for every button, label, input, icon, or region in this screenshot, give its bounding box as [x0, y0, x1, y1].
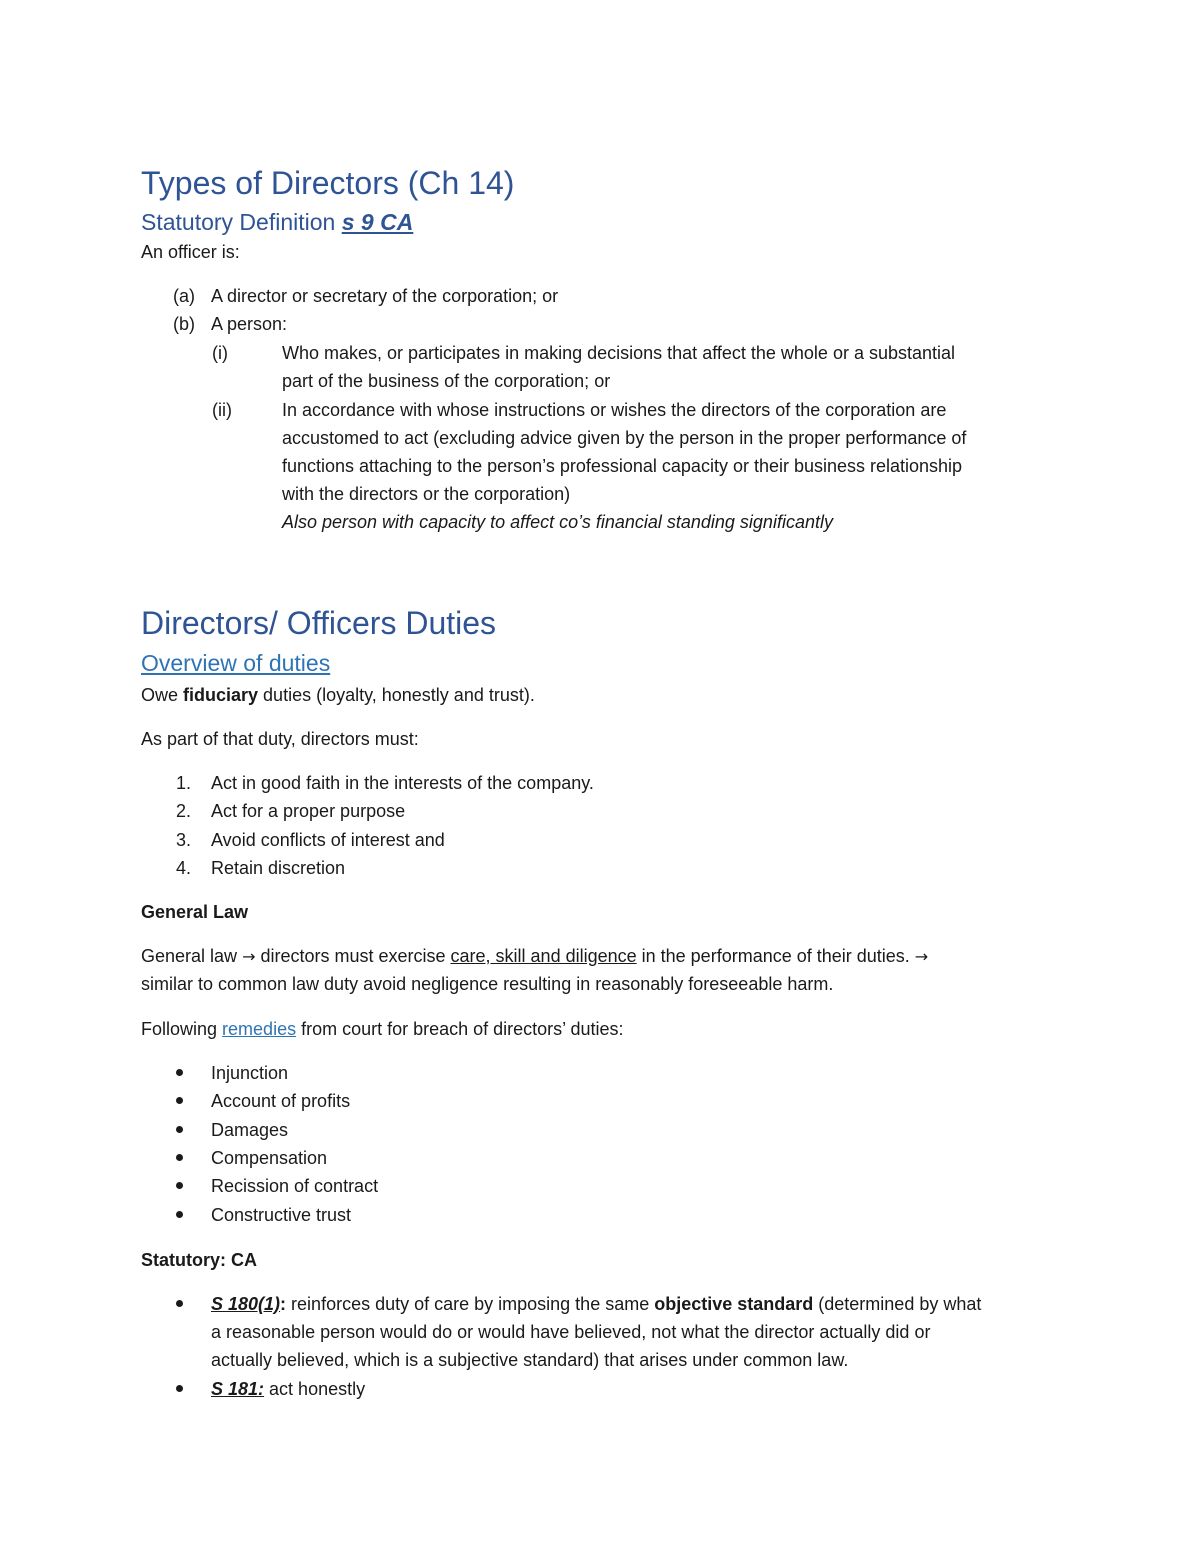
bullet-icon	[176, 1097, 183, 1104]
item-marker-b: (b)	[173, 314, 195, 334]
s180-reference: S 180(1)	[211, 1294, 281, 1314]
objective-standard: objective standard	[654, 1294, 814, 1314]
duty-text-3: Avoid conflicts of interest and	[211, 830, 445, 850]
heading-types-of-directors: Types of Directors (Ch 14)	[141, 165, 515, 201]
general-law-text3: in the performance of their duties.	[636, 946, 915, 966]
as-part-paragraph: As part of that duty, directors must:	[141, 729, 419, 749]
heading-directors-duties: Directors/ Officers Duties	[141, 605, 497, 641]
bullet-icon	[176, 1211, 183, 1218]
s180-line1	[211, 1290, 981, 1318]
subitem-ii-line2: accustomed to act (excluding advice given by the person in the proper performance of	[282, 428, 967, 448]
right-arrow-icon: →	[242, 947, 256, 966]
general-law-heading: General Law	[141, 902, 249, 922]
bullet-icon	[176, 1069, 183, 1076]
s180-text1: reinforces duty of care by imposing the same	[286, 1294, 655, 1314]
bullet-icon	[176, 1126, 183, 1133]
subheading-overview-link[interactable]: Overview of duties	[141, 650, 331, 676]
subitem-i-line2: part of the business of the corporation; or	[282, 371, 611, 391]
italic-note: Also person with capacity to affect co’s financial standing significantly	[282, 512, 833, 532]
s181-reference: S 181:	[211, 1379, 265, 1399]
subitem-marker-ii: (ii)	[212, 400, 232, 420]
s180-colon: :	[280, 1294, 287, 1314]
remedy-item: Compensation	[211, 1148, 328, 1168]
remedies-intro-pre: Following	[141, 1019, 223, 1039]
item-text-a: A director or secretary of the corporation; or	[211, 286, 559, 306]
statute-reference: s 9 CA	[341, 209, 414, 235]
item-text-b: A person:	[211, 314, 288, 334]
subheading-statutory-definition	[141, 207, 413, 237]
statutory-heading: Statutory: CA	[141, 1250, 257, 1270]
remedy-item: Recission of contract	[211, 1176, 379, 1196]
subitem-ii-line3: functions attaching to the person’s professional capacity or their business relationship	[282, 456, 963, 476]
duty-number-4: 4.	[176, 858, 192, 878]
remedy-item: Account of profits	[211, 1091, 351, 1111]
subitem-ii-line1: In accordance with whose instructions or wishes the directors of the corporation are	[282, 400, 947, 420]
remedies-intro-post: from court for breach of directors’ duties:	[296, 1019, 624, 1039]
general-law-text1: General law	[141, 946, 243, 966]
fiduciary-paragraph	[141, 681, 535, 709]
s180-text2: (determined by what	[813, 1294, 982, 1314]
fiduciary-pre: Owe	[141, 685, 184, 705]
duty-number-2: 2.	[176, 801, 192, 821]
remedy-item: Damages	[211, 1120, 289, 1140]
right-arrow-icon: →	[914, 947, 929, 966]
bullet-icon	[176, 1182, 183, 1189]
s181-text: act honestly	[264, 1379, 366, 1399]
duty-text-2: Act for a proper purpose	[211, 801, 406, 821]
fiduciary-post: duties (loyalty, honestly and trust).	[258, 685, 535, 705]
duty-text-1: Act in good faith in the interests of the company.	[211, 773, 594, 793]
subitem-marker-i: (i)	[212, 343, 228, 363]
duty-text-4: Retain discretion	[211, 858, 346, 878]
bullet-icon	[176, 1154, 183, 1161]
bullet-icon	[176, 1385, 183, 1392]
general-law-line1	[141, 942, 928, 971]
remedies-link[interactable]: remedies	[222, 1019, 297, 1039]
remedy-item: Constructive trust	[211, 1205, 352, 1225]
subitem-i-line1: Who makes, or participates in making decisions that affect the whole or a substantial	[282, 343, 956, 363]
subheading-text: Statutory Definition	[141, 209, 342, 235]
remedies-intro	[141, 1015, 624, 1043]
bullet-icon	[176, 1300, 183, 1307]
s180-line3: actually believed, which is a subjective standard) that arises under common law.	[211, 1350, 849, 1370]
general-law-line2: similar to common law duty avoid negligence resulting in reasonably foreseeable harm.	[141, 974, 834, 994]
s180-line2: a reasonable person would do or would have believed, not what the director actually did or	[211, 1322, 931, 1342]
duty-number-3: 3.	[176, 830, 192, 850]
care-skill-diligence: care, skill and diligence	[450, 946, 637, 966]
item-marker-a: (a)	[173, 286, 195, 306]
intro-text: An officer is:	[141, 242, 240, 262]
general-law-text2: directors must exercise	[255, 946, 451, 966]
remedy-item: Injunction	[211, 1063, 289, 1083]
subitem-ii-line4: with the directors or the corporation)	[282, 484, 571, 504]
s181-line	[211, 1375, 365, 1403]
fiduciary-bold: fiduciary	[183, 685, 259, 705]
duty-number-1: 1.	[176, 773, 192, 793]
